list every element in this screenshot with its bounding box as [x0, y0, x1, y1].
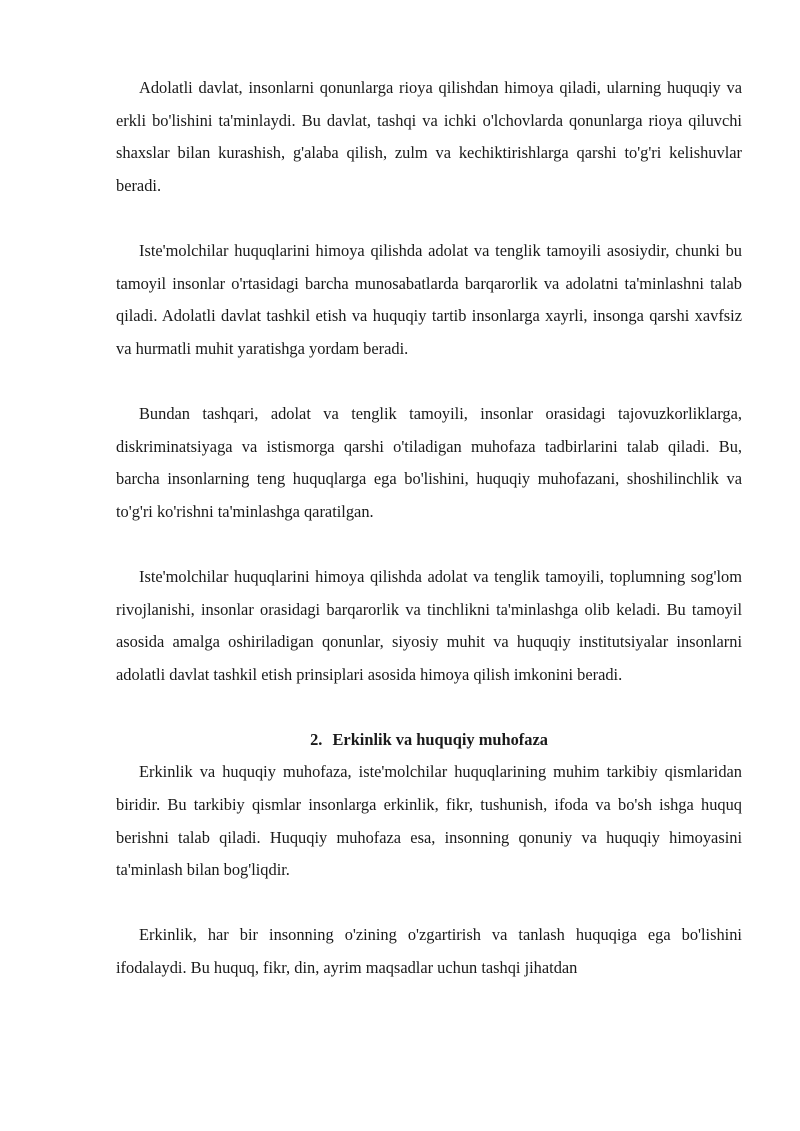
section-title: Erkinlik va huquqiy muhofaza: [332, 729, 548, 749]
paragraph-spacer: [116, 887, 742, 920]
paragraph-spacer: [116, 365, 742, 398]
paragraph-spacer: [116, 528, 742, 561]
paragraph-spacer: [116, 691, 742, 724]
section-heading: [116, 724, 742, 757]
paragraph-3: Bundan tashqari, adolat va tenglik tamoyili, insonlar orasidagi tajovuzkorliklarga, diskriminatsiyaga va istismorga qarshi o'tiladigan muhofaza tadbirlarini talab qiladi. Bu, barcha insonlarning teng huquqlarga ega bo'lishini, huquqiy muhofazani, shoshilinchlik va to'g'ri ko'rishni ta'minlashga qaratilgan.: [116, 403, 742, 521]
paragraph-6: Erkinlik, har bir insonning o'zining o'zgartirish va tanlash huquqiga ega bo'lishini ifodalaydi. Bu huquq, fikr, din, ayrim maqsadlar uchun tashqi jihatdan: [116, 925, 742, 978]
paragraph-1: Adolatli davlat, insonlarni qonunlarga rioya qilishdan himoya qiladi, ularning huquqiy va erkli bo'lishini ta'minlaydi. Bu davlat, tashqi va ichki o'lchovlarda qonunlarga rioya qiluvchi shaxslar bilan kurashish, g'alaba qilish, zulm va kechiktirishlarga qarshi to'g'ri kelishuvlar beradi.: [116, 78, 742, 195]
paragraph-spacer: [116, 202, 742, 235]
paragraph-4: Iste'molchilar huquqlarini himoya qilishda adolat va tenglik tamoyili, toplumning sog'lom rivojlanishi, insonlar orasidagi barqarorlik va tinchlikni ta'minlashga olib keladi. Bu tamoyil asosida amalga oshiriladigan qonunlar, siyosiy muhit va huquqiy institutsiyalar insonlarni adolatli davlat tashkil etish prinsiplari asosida himoya qilish imkonini beradi.: [116, 566, 742, 684]
paragraph-2: Iste'molchilar huquqlarini himoya qilishda adolat va tenglik tamoyili asosiydir, chunki bu tamoyil insonlar o'rtasidagi barcha munosabatlarda barqarorlik va adolatni ta'minlashni talab qiladi. Adolatli davlat tashkil etish va huquqiy tartib insonlarga xayrli, insonga qarshi xavfsiz va hurmatli muhit yaratishga yordam beradi.: [116, 240, 742, 358]
section-number: 2.: [310, 729, 323, 749]
paragraph-5: Erkinlik va huquqiy muhofaza, iste'molchilar huquqlarining muhim tarkibiy qismlaridan biridir. Bu tarkibiy qismlar insonlarga erkinlik, fikr, tushunish, ifoda va bo'sh ishga huquq berishni talab qiladi. Huquqiy muhofaza esa, insonning qonuniy va huquqiy himoyasini ta'minlash bilan bog'liqdir.: [116, 762, 742, 880]
